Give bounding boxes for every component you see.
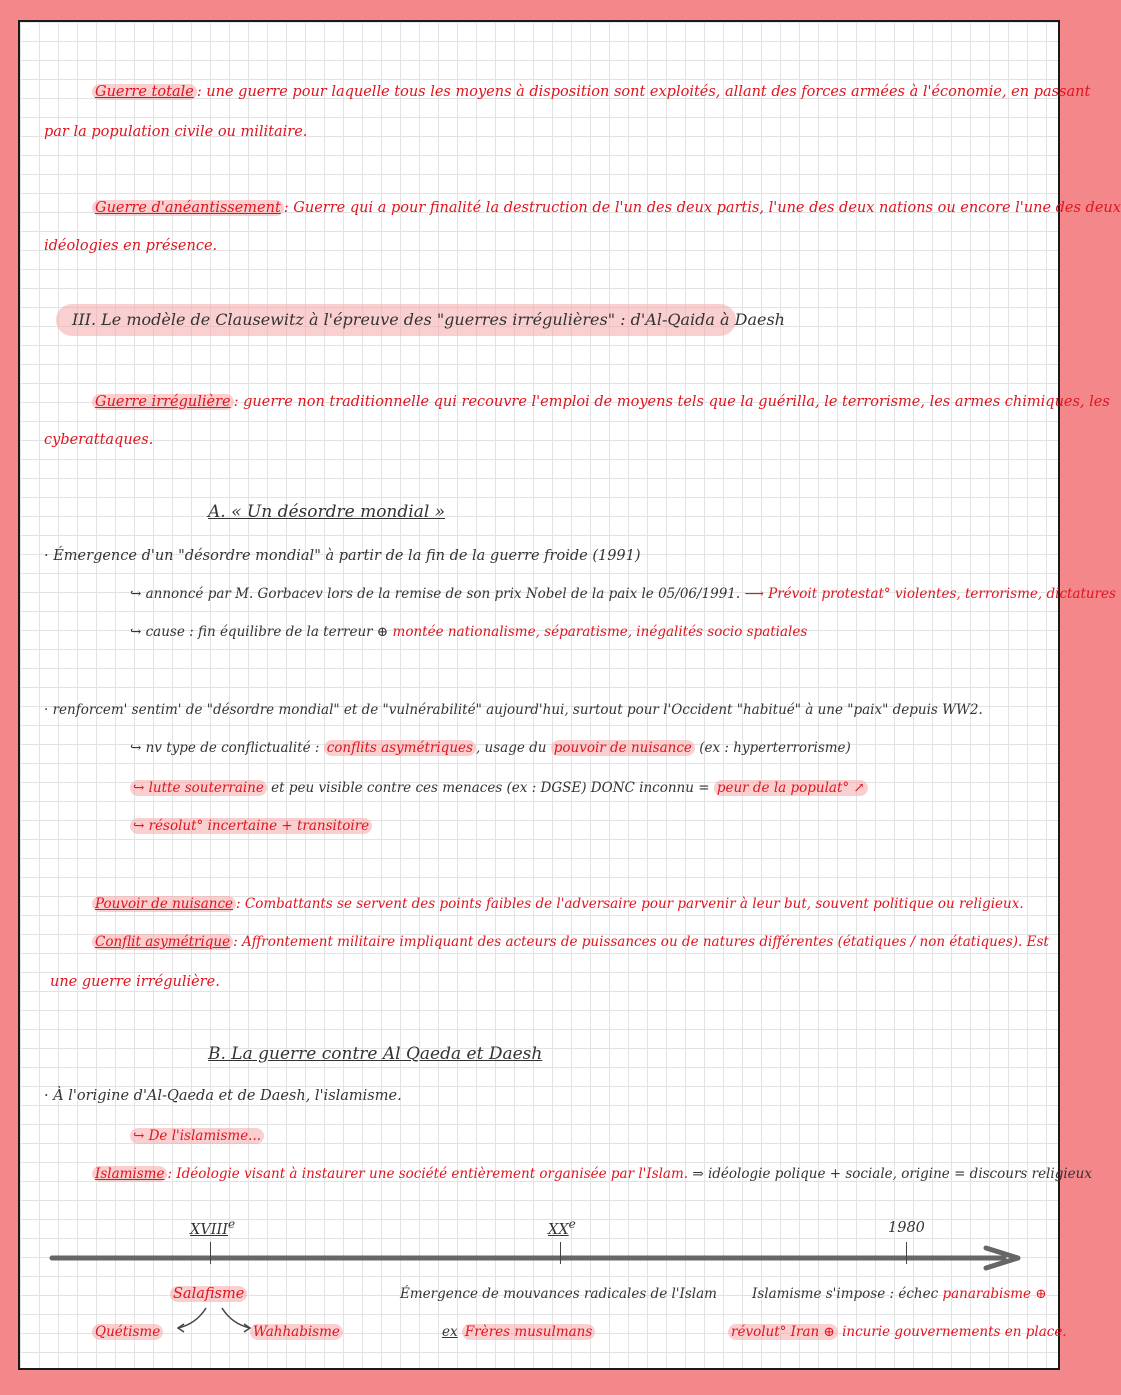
keyword-resolution: ↪ résolut° incertaine + transitoire [130,818,372,834]
label-text: Islamisme s'impose : échec [752,1286,939,1302]
definition-pouvoir-nuisance [92,894,1024,914]
definition-note: ⇒ idéologie polique + sociale, origine = discours religieux [692,1166,1092,1182]
definition-text: : guerre non traditionnelle qui recouvre l'emploi de moyens tels que la guérilla, le terrorisme, les armes chimiques, les [233,394,1110,410]
sub-bullet-conflictualite [130,738,851,758]
timeline-emergence: Émergence de mouvances radicales de l'Islam [400,1286,717,1302]
timeline-example [442,1322,595,1342]
marker-label: XX [548,1221,569,1238]
label-incurie: incurie gouvernements en place. [842,1324,1067,1340]
definition-text: cyberattaques. [44,432,154,448]
label-ex: ex [442,1324,458,1340]
definition-text: : Idéologie visant à instaurer une société entièrement organisée par l'Islam. [167,1166,689,1182]
sub-bullet-text: ↪ annoncé par M. Gorbacev lors de la remise de son prix Nobel de la paix le 05/06/1991. [130,586,741,602]
label-panarabisme: panarabisme ⊕ [942,1286,1047,1302]
timeline-marker-1980: 1980 [888,1220,925,1236]
timeline-tick [210,1242,211,1264]
keyword-lutte: ↪ lutte souterraine [130,780,267,796]
bullet-renforcement: · renforcem' sentim' de "désordre mondial" et de "vulnérabilité" aujourd'hui, surtout pour l'Occident "habitué" à une "paix" depuis WW2. [44,702,983,718]
definition-text: : Guerre qui a pour finalité la destruction de l'un des deux partis, l'une des deux nations ou encore l'une des deux [283,200,1121,216]
definition-text: : Combattants se servent des points faibles de l'adversaire pour parvenir à leur but, souvent politique ou religieux. [236,896,1024,912]
label-wahhabisme: Wahhabisme [250,1324,343,1340]
sub-bullet-resolution [130,816,372,836]
sub-bullet-text: et peu visible contre ces menaces (ex : DGSE) DONC inconnu = [271,780,710,796]
sub-bullet-text: , usage du [475,740,547,756]
bullet-origine: · À l'origine d'Al-Qaeda et de Daesh, l'islamisme. [44,1088,402,1104]
definition-text: une guerre irrégulière. [50,974,220,990]
sub-bullet-lutte [130,778,868,798]
bullet-emergence: · Émergence d'un "désordre mondial" à partir de la fin de la guerre froide (1991) [44,548,641,564]
label-salafisme: Salafisme [170,1286,247,1302]
term-conflit-asymetrique: Conflit asymétrique [92,934,233,950]
timeline-marker-xviii [190,1214,235,1240]
marker-sup: e [227,1217,236,1231]
sub-bullet-text: ↪ cause : fin équilibre de la terreur ⊕ [130,624,389,640]
label-freres-musulmans: Frères musulmans [462,1324,595,1340]
notes-page [18,20,1121,1370]
sub-bullet-gorbacev [130,584,1116,604]
timeline-tick [906,1242,907,1264]
marker-label: XVIII [190,1221,228,1238]
term-islamisme: Islamisme [92,1166,167,1182]
sub-bullet-islamisme [130,1126,264,1146]
term-guerre-irreguliere: Guerre irrégulière [92,394,234,410]
definition-conflit-asymetrique [92,932,1049,952]
timeline-axis [52,1248,1022,1272]
timeline-wahhabisme [250,1322,343,1342]
label-quietisme: Quétisme [92,1324,163,1340]
timeline-quietisme [92,1322,163,1342]
definition-guerre-aneantissement [92,198,1121,218]
sub-bullet-text: ↪ nv type de conflictualité : [130,740,320,756]
definition-text: : Affrontement militaire impliquant des acteurs de puissances ou de natures différentes (étatiques / non étatiques). Est [233,934,1049,950]
timeline-salafisme [170,1284,247,1304]
sub-bullet-cause [130,622,807,642]
sub-bullet-text-red: montée nationalisme, séparatisme, inégalités socio spatiales [392,624,808,640]
subheading-b: B. La guerre contre Al Qaeda et Daesh [208,1044,543,1064]
timeline-marker-xx [548,1214,576,1240]
definition-islamisme [92,1164,1092,1184]
subheading-a: A. « Un désordre mondial » [208,502,446,522]
keyword-pouvoir-nuisance: pouvoir de nuisance [551,740,695,756]
timeline-islamisme-2 [728,1322,1067,1342]
definition-text: : une guerre pour laquelle tous les moyens à disposition sont exploités, allant des forces armées à l'économie, en passant [196,84,1091,100]
term-guerre-aneantissement: Guerre d'anéantissement [92,200,284,216]
term-pouvoir-nuisance: Pouvoir de nuisance [92,896,236,912]
timeline-arrow [52,1248,1022,1272]
term-guerre-totale: Guerre totale [92,84,197,100]
keyword-peur: peur de la populat° ↗ [714,780,868,796]
definition-guerre-totale [92,82,1090,102]
sub-bullet-text-red: ⟶ Prévoit protestat° violentes, terrorisme, dictatures [744,586,1116,602]
definition-text: par la population civile ou militaire. [44,124,308,140]
definition-guerre-irreguliere [92,392,1110,412]
keyword-conflits-asymetriques: conflits asymétriques [324,740,476,756]
marker-sup: e [568,1217,576,1231]
sub-bullet-text: (ex : hyperterrorisme) [699,740,851,756]
definition-text: idéologies en présence. [44,238,218,254]
label-revolution-iran: révolut° Iran ⊕ [728,1324,838,1340]
timeline-tick [560,1242,561,1264]
keyword-de-l-islamisme: ↪ De l'islamisme... [130,1128,264,1144]
timeline-islamisme-1 [752,1284,1047,1304]
section-heading-3: III. Le modèle de Clausewitz à l'épreuve des "guerres irrégulières" : d'Al-Qaida à Daesh [72,310,785,329]
